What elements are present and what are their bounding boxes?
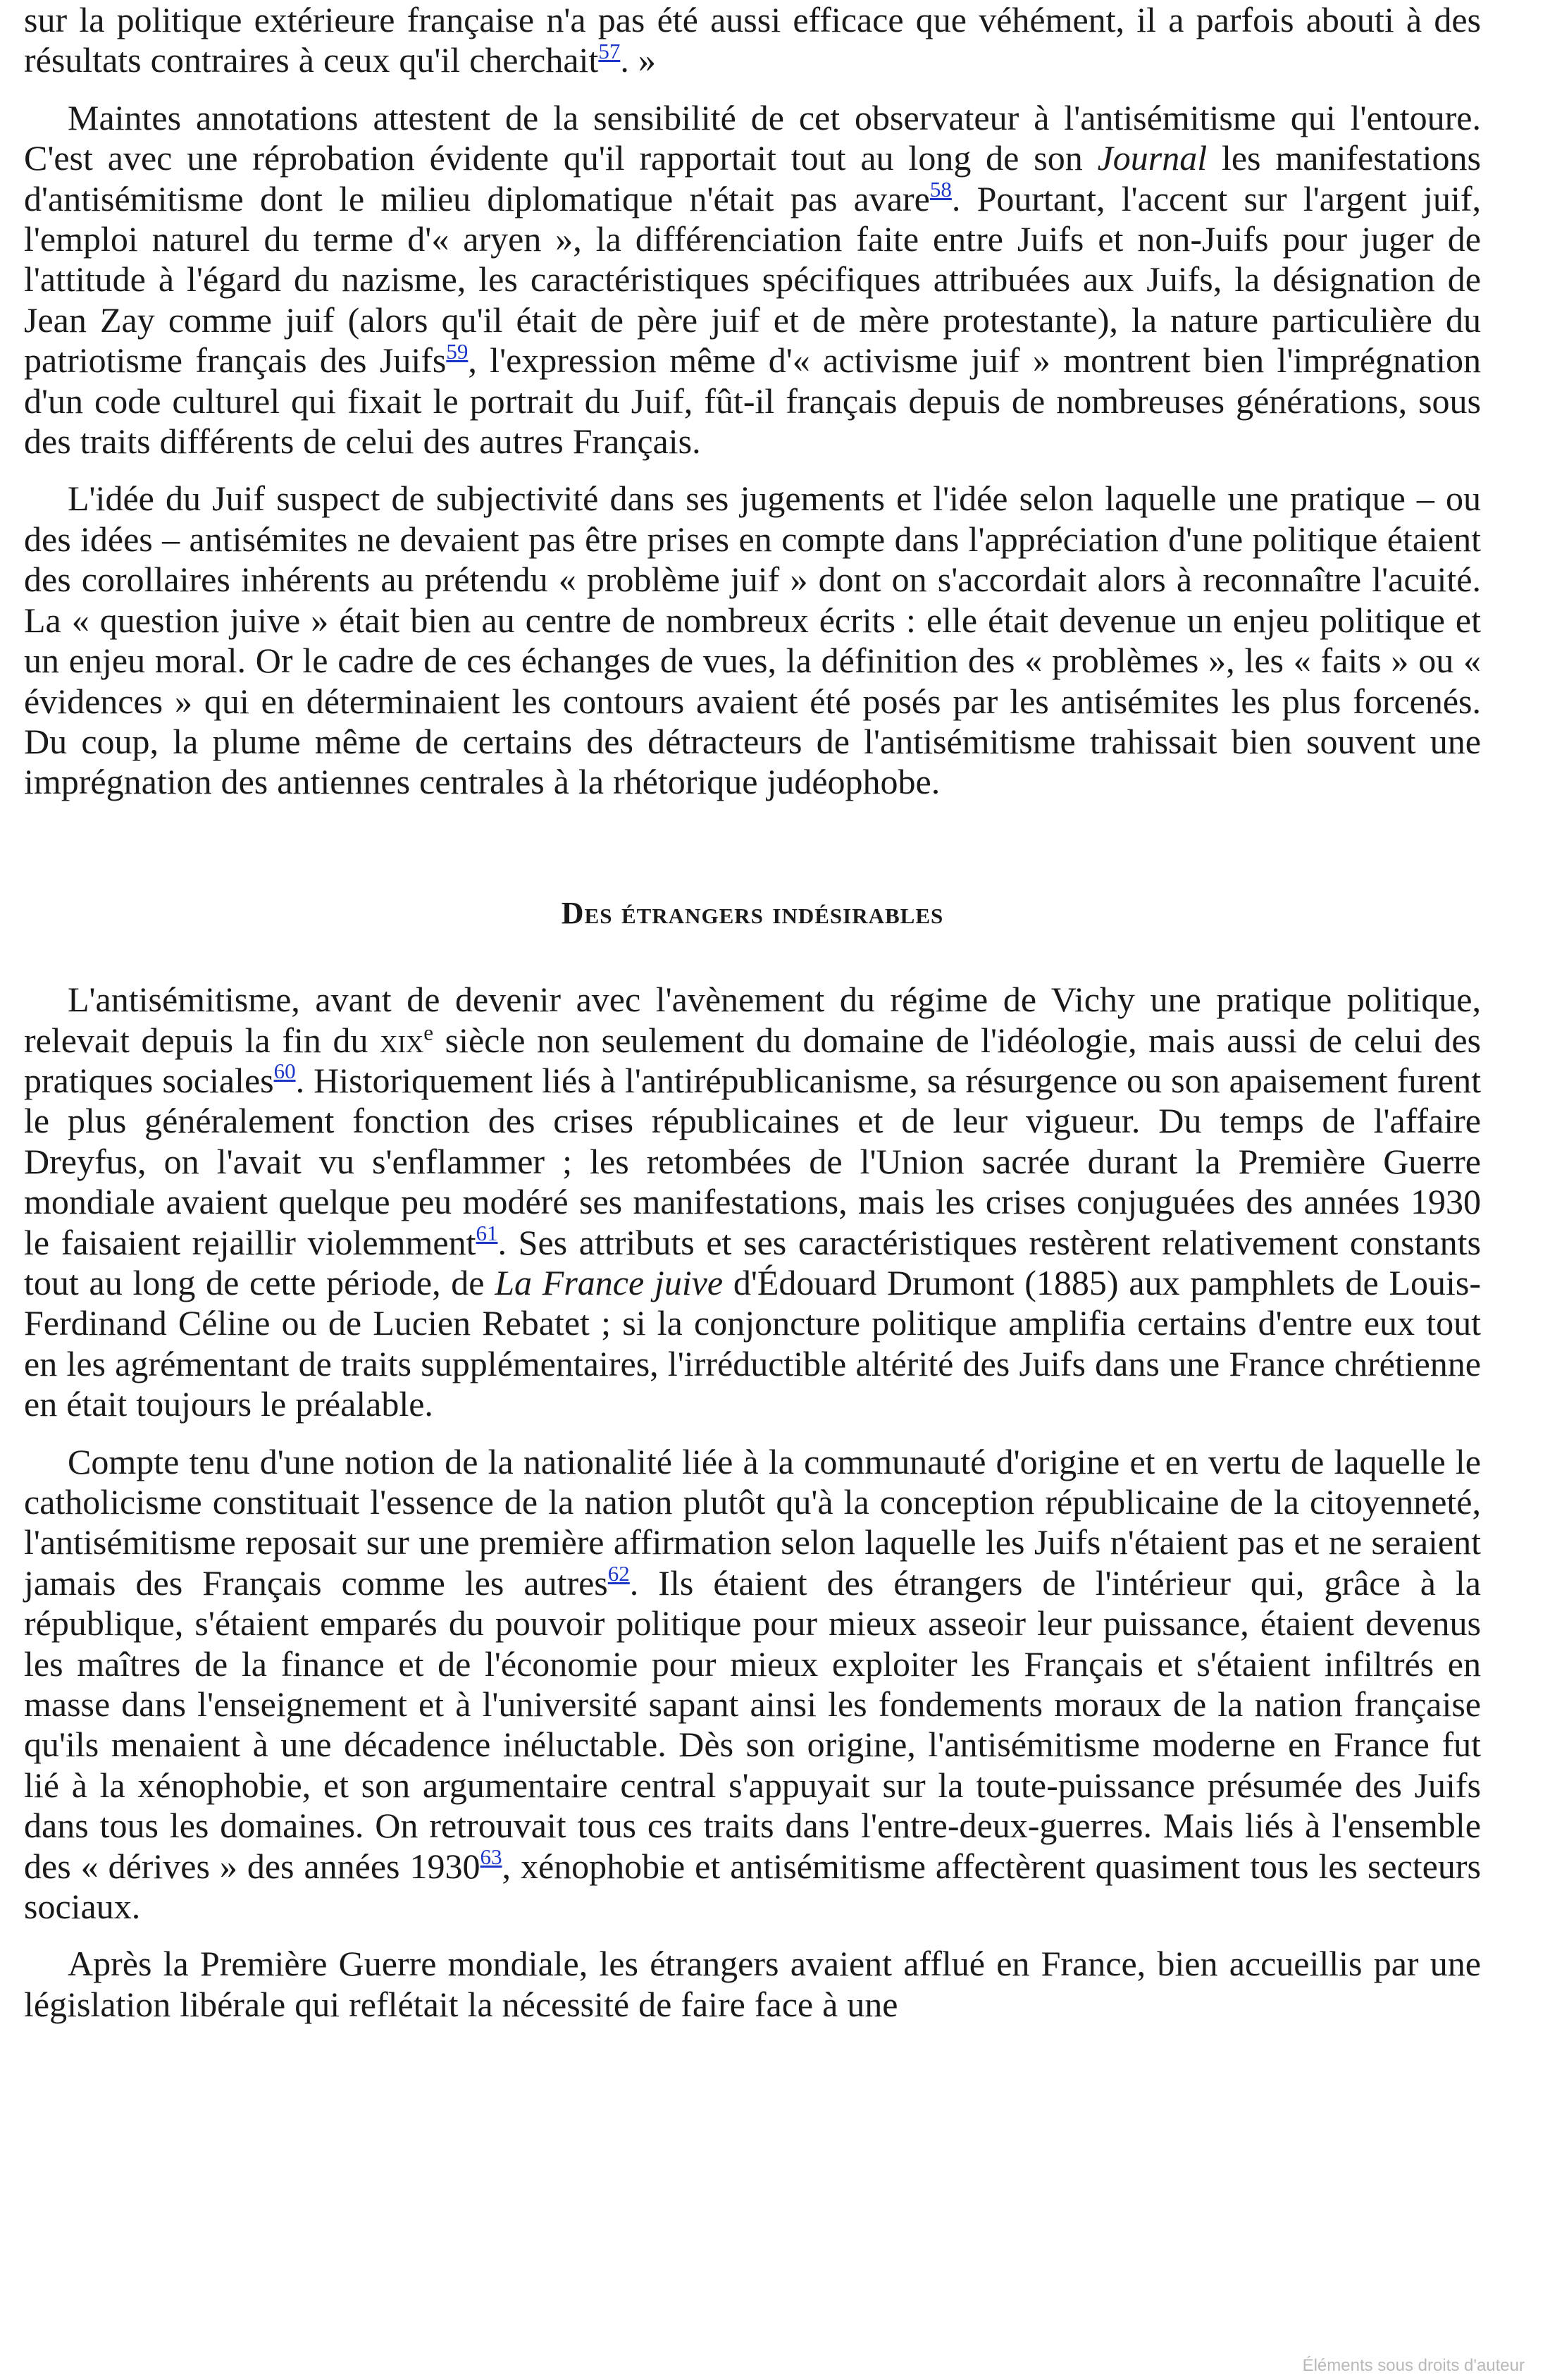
paragraph — [24, 1944, 1481, 2025]
footnote-link[interactable]: 57 — [598, 38, 621, 63]
italic-title: La France juive — [495, 1262, 724, 1302]
paragraph-text: Maintes annotations attestent de la sensibilité de cet observateur à l'antisémitisme qui l'entoure. C'est avec une réprobation évidente qu'il rapportait tout au long de son — [24, 97, 1481, 178]
paragraph-text: , l'expression même d'« activisme juif » montrent bien l'imprégnation d'un code culturel qui fixait le portrait du Juif, fût-il français depuis de nombreuses générations, sous des traits différents de celui des autres Français. — [24, 340, 1481, 462]
paragraph-text: Compte tenu d'une notion de la nationalité liée à la communauté d'origine et en vertu de laquelle le catholicisme constituait l'essence de la nation plutôt qu'à la conception républicaine de la citoyenneté, l'antisémitisme reposait sur une première affirmation selon laquelle les Juifs n'étaient pas et ne seraient jamais des Français comme les autres — [24, 1441, 1481, 1603]
italic-title: Journal — [1097, 138, 1208, 178]
footnote-link[interactable]: 62 — [607, 1561, 630, 1586]
century-numeral: xix — [380, 1020, 424, 1060]
paragraph-text: . Ses attributs et ses caractéristiques restèrent relativement constants tout au long de cette période, de — [24, 1222, 1481, 1302]
text-section-intro — [24, 0, 1481, 803]
paragraph-text: , xénophobie et antisémitisme affectèrent quasiment tous les secteurs sociaux. — [24, 1846, 1481, 1927]
paragraph — [24, 0, 1481, 81]
document-page — [24, 0, 1481, 2042]
text-section-main — [24, 980, 1481, 2025]
paragraph — [24, 980, 1481, 1424]
footnote-link[interactable]: 63 — [480, 1844, 502, 1870]
paragraph-text: . » — [620, 40, 656, 80]
footnote-link[interactable]: 60 — [273, 1059, 296, 1084]
paragraph-text: . Historiquement liés à l'antirépublicanisme, sa résurgence ou son apaisement furent le plus généralement fonction des crises républicaines et de leur vigueur. Du temps de l'affaire Dreyfus, on l'avait vu s'enflammer ; les retombées de l'Union sacrée durant la Première Guerre mondiale avaient quelque peu modéré ses manifestations, mais les crises conjuguées des années 1930 le faisaient rejaillir violemment — [24, 1060, 1481, 1262]
ordinal-superscript: e — [423, 1019, 434, 1044]
paragraph-text: . Ils étaient des étrangers de l'intérieur qui, grâce à la république, s'étaient emparés du pouvoir politique pour mieux asseoir leur puissance, étaient devenus les maîtres de la finance et de l'économie pour mieux exploiter les Français et s'étaient infiltrés en masse dans l'enseignement et à l'université sapant ainsi les fondements moraux de la nation française qu'ils menaient à une décadence inéluctable. Dès son origine, l'antisémitisme moderne en France fut lié à la xénophobie, et son argumentaire central s'appuyait sur la toute-puissance présumée des Juifs dans tous les domaines. On retrouvait tous ces traits dans l'entre-deux-guerres. Mais liés à l'ensemble des « dérives » des années 1930 — [24, 1562, 1481, 1886]
section-heading: Des étrangers indésirables — [561, 895, 944, 930]
footnote-link[interactable]: 59 — [446, 338, 469, 364]
paragraph-text: siècle non seulement du domaine de l'idéologie, mais aussi de celui des pratiques sociales — [24, 1020, 1481, 1100]
copyright-watermark: Éléments sous droits d'auteur — [1302, 2356, 1525, 2375]
paragraph-text: L'antisémitisme, avant de devenir avec l'avènement du régime de Vichy une pratique politique, relevait depuis la fin du — [24, 980, 1481, 1060]
paragraph-text: Après la Première Guerre mondiale, les étrangers avaient afflué en France, bien accueillis par une législation libérale qui reflétait la nécessité de faire face à une — [24, 1944, 1481, 2024]
footnote-link[interactable]: 58 — [929, 177, 952, 202]
paragraph — [24, 1442, 1481, 1928]
paragraph-text: sur la politique extérieure française n'a pas été aussi efficace que véhément, il a parfois abouti à des résultats contraires à ceux qu'il cherchait — [24, 0, 1481, 80]
footnote-link[interactable]: 61 — [476, 1221, 498, 1246]
paragraph — [24, 479, 1481, 802]
paragraph-text: L'idée du Juif suspect de subjectivité dans ses jugements et l'idée selon laquelle une pratique – ou des idées – antisémites ne devaient pas être prises en compte dans l'appréciation d'une politique étaient des corollaires inhérents au prétendu « problème juif » dont on s'accordait alors à reconnaître l'acuité. La « question juive » était bien au centre de nombreux écrits : elle était devenue un enjeu politique et un enjeu moral. Or le cadre de ces échanges de vues, la définition des « problèmes », les « faits » ou « évidences » qui en déterminaient les contours avaient été posés par les antisémites les plus forcenés. Du coup, la plume même de certains des détracteurs de l'antisémitisme trahissait bien souvent une imprégnation des antiennes centrales à la rhétorique judéophobe. — [24, 479, 1481, 802]
paragraph-text: . Pourtant, l'accent sur l'argent juif, l'emploi naturel du terme d'« aryen », la différenciation faite entre Juifs et non-Juifs pour juger de l'attitude à l'égard du nazisme, les caractéristiques spécifiques attribuées aux Juifs, la désignation de Jean Zay comme juif (alors qu'il était de père juif et de mère protestante), la nature particulière du patriotisme français des Juifs — [24, 178, 1481, 381]
paragraph-text: d'Édouard Drumont (1885) aux pamphlets de Louis-Ferdinand Céline ou de Lucien Rebatet ; si la conjoncture politique amplifia certains d'entre eux tout en les agrémentant de traits supplémentaires, l'irréductible altérité des Juifs dans une France chrétienne en était toujours le préalable. — [24, 1262, 1481, 1424]
paragraph-text: les manifestations d'antisémitisme dont le milieu diplomatique n'était pas avare — [24, 138, 1481, 218]
paragraph — [24, 98, 1481, 462]
